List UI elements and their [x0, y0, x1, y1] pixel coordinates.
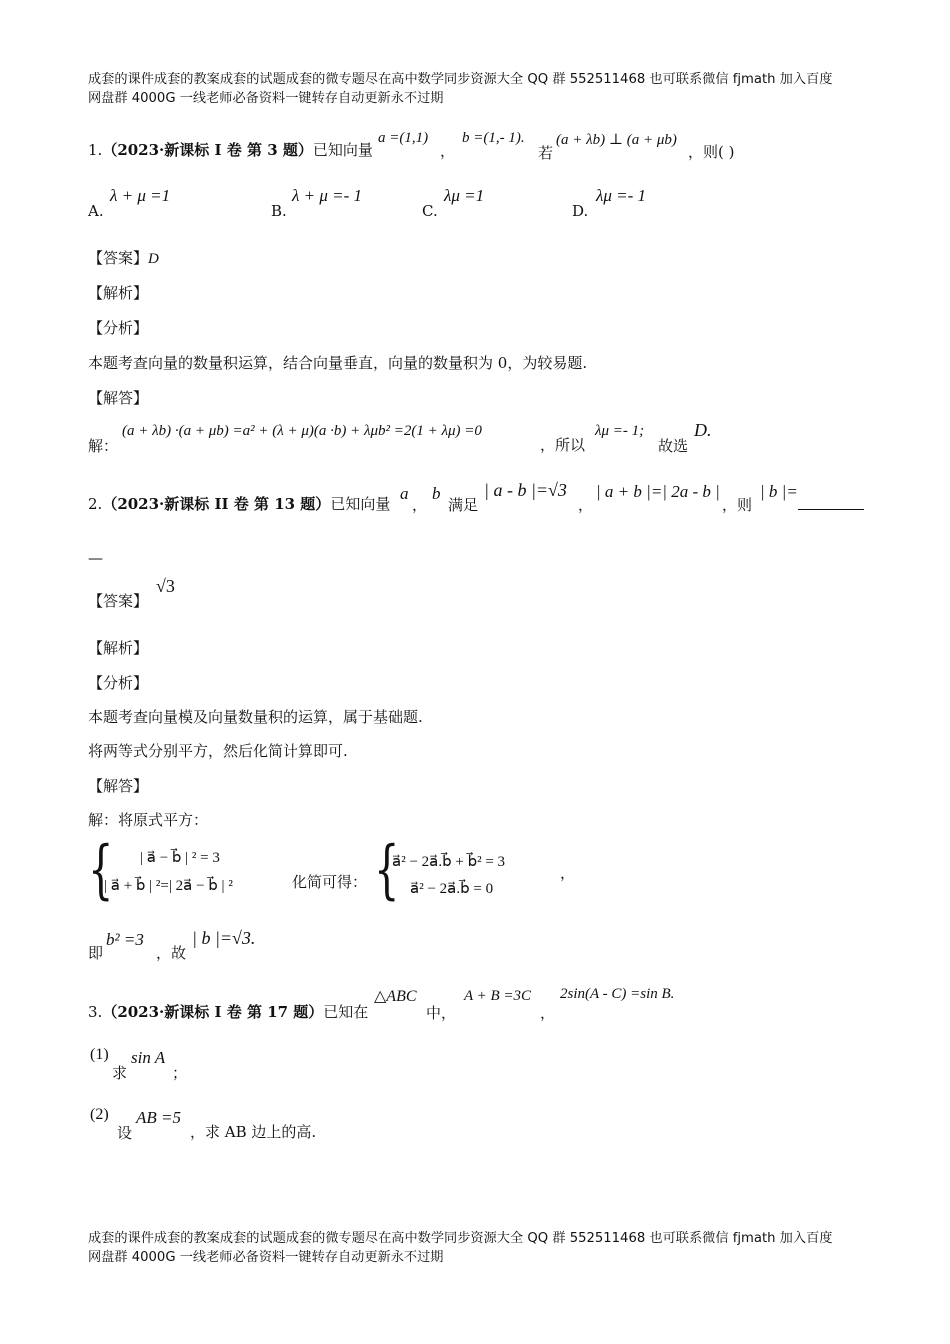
q1-option-a-expr: λ + μ =1: [110, 186, 171, 205]
q1-number: 1.: [88, 141, 103, 159]
q2-then: ，则: [722, 496, 753, 514]
q2-system1-line1: | a⃗ − b⃗ | ² = 3: [140, 850, 220, 866]
q1-answer-value: D: [148, 251, 159, 267]
q1-if: 若: [538, 144, 554, 162]
q2-source: （2023·新课标 II 卷 第 13 题）: [102, 495, 331, 513]
page-footer: [88, 1229, 878, 1267]
q3-zhong: 中，: [426, 1004, 457, 1022]
q2-gu: ，故: [156, 944, 187, 962]
q2-jiexi: 【解析】: [88, 639, 149, 657]
q2-satisfy: 满足: [448, 496, 479, 514]
left-brace-1: {: [88, 833, 114, 907]
q2-stem: [88, 494, 390, 514]
q1-option-d-expr: λμ =- 1: [596, 186, 647, 205]
q1-vec-a: a =(1,1): [378, 130, 429, 146]
header-line-1: 成套的课件成套的教案成套的试题成套的微专题尽在高中数学同步资源大全 QQ 群 552511468 也可联系微信 fjmath 加入百度: [88, 72, 833, 87]
q2-ask: | b |=: [760, 482, 798, 501]
q2-system2-line1: a⃗² − 2a⃗.b⃗ + b⃗² = 3: [392, 854, 506, 870]
header-line-2: 网盘群 4000G 一线老师必备资料一键转存自动更新永不过期: [88, 91, 444, 106]
q2-result-1: b² =3: [106, 930, 144, 949]
q1-option-a-label: A.: [88, 202, 104, 220]
q1-answer: [88, 248, 159, 269]
q3-condition-1: A + B =3C: [464, 988, 532, 1004]
q1-solution-choice: D.: [694, 420, 712, 440]
q1-solution-prefix: 解：: [88, 437, 119, 455]
q3-part1-number: (1): [90, 1046, 109, 1063]
q2-number: 2.: [88, 495, 103, 513]
q3-condition-2: 2sin(A - C) =sin B.: [560, 986, 675, 1002]
q1-option-b-expr: λ + μ =- 1: [292, 186, 363, 205]
q3-part2-expr: AB =5: [136, 1108, 181, 1127]
q1-solution-result: λμ =- 1;: [595, 423, 645, 439]
footer-line-1: 成套的课件成套的教案成套的试题成套的微专题尽在高中数学同步资源大全 QQ 群 552511468 也可联系微信 fjmath 加入百度: [88, 1231, 833, 1246]
q1-answer-label: 【答案】: [88, 249, 149, 267]
q3-stem: [88, 1002, 368, 1022]
q2-analysis-2: 将两等式分别平方，然后化简计算即可.: [88, 742, 348, 760]
q1-comma: ，: [440, 142, 456, 160]
q3-part1-end: ；: [172, 1064, 188, 1082]
q2-solution-1: 解：将原式平方：: [88, 811, 209, 829]
footer-line-2: 网盘群 4000G 一线老师必备资料一键转存自动更新永不过期: [88, 1250, 444, 1265]
q1-option-d-label: D.: [572, 202, 589, 220]
q2-answer-blank[interactable]: [798, 494, 864, 510]
q2-ji: 即: [88, 944, 104, 962]
q2-answer-label: 【答案】: [88, 592, 149, 610]
q3-part2-end: ，求 AB 边上的高.: [190, 1123, 317, 1141]
q1-fenxi: 【分析】: [88, 319, 149, 337]
q2-vec-a: a: [400, 484, 409, 503]
q2-system-comma: ，: [560, 864, 576, 882]
page-header: [88, 70, 878, 108]
q2-stem-text: 已知向量: [330, 495, 391, 513]
q1-solution-mid: ，所以: [540, 436, 586, 454]
q1-condition: (a + λb) ⊥ (a + μb): [556, 132, 677, 148]
q3-part1-expr: sin A: [131, 1048, 166, 1067]
q1-option-b-label: B.: [271, 202, 287, 220]
q1-solution-post: 故选: [658, 437, 689, 455]
q2-blank-tail: —: [88, 549, 103, 567]
q1-analysis: 本题考查向量的数量积运算，结合向量垂直，向量的数量积为 0，为较易题.: [88, 354, 588, 372]
left-brace-2: {: [374, 833, 400, 907]
q3-stem-text: 已知在: [323, 1003, 369, 1021]
q3-comma: ，: [540, 1004, 556, 1022]
q2-jieda: 【解答】: [88, 777, 149, 795]
q2-condition-2: | a + b |=| 2a - b |: [596, 482, 720, 501]
q1-option-c-label: C.: [422, 202, 438, 220]
q2-analysis-1: 本题考查向量模及向量数量积的运算，属于基础题.: [88, 708, 423, 726]
q3-triangle: △ABC: [374, 988, 417, 1005]
q2-simplify-text: 化简可得：: [292, 873, 368, 891]
q3-source: （2023·新课标 I 卷 第 17 题）: [102, 1003, 324, 1021]
q2-comma-2: ，: [578, 496, 594, 514]
q2-condition-1: | a - b |=√3: [484, 480, 567, 500]
q3-number: 3.: [88, 1003, 103, 1021]
q3-part1-text: 求: [112, 1064, 128, 1082]
q2-fenxi: 【分析】: [88, 674, 149, 692]
q3-part2-text: 设: [117, 1124, 133, 1142]
q2-answer-value: √3: [156, 576, 175, 596]
q2-vec-b: b: [432, 484, 441, 503]
q1-stem: [88, 140, 373, 160]
q1-jieda: 【解答】: [88, 389, 149, 407]
q2-system2-line2: a⃗² − 2a⃗.b⃗ = 0: [410, 881, 494, 897]
q1-source: （2023·新课标 I 卷 第 3 题）: [102, 141, 313, 159]
q1-jiexi: 【解析】: [88, 284, 149, 302]
q3-part2-number: (2): [90, 1106, 109, 1123]
q1-solution-expr: (a + λb) ·(a + μb) =a² + (λ + μ)(a ·b) + λμb² =2(1 + λμ) =0: [122, 423, 482, 439]
q1-stem-text: 已知向量: [312, 141, 373, 159]
q1-then: ，则( ): [688, 143, 735, 161]
q1-vec-b: b =(1,- 1).: [462, 130, 525, 146]
q2-system1-line2: | a⃗ + b⃗ | ²=| 2a⃗ − b⃗ | ²: [104, 878, 233, 894]
q2-result-2: | b |=√3.: [192, 928, 256, 948]
q2-comma-1: ，: [412, 496, 428, 514]
q1-option-c-expr: λμ =1: [444, 186, 485, 205]
